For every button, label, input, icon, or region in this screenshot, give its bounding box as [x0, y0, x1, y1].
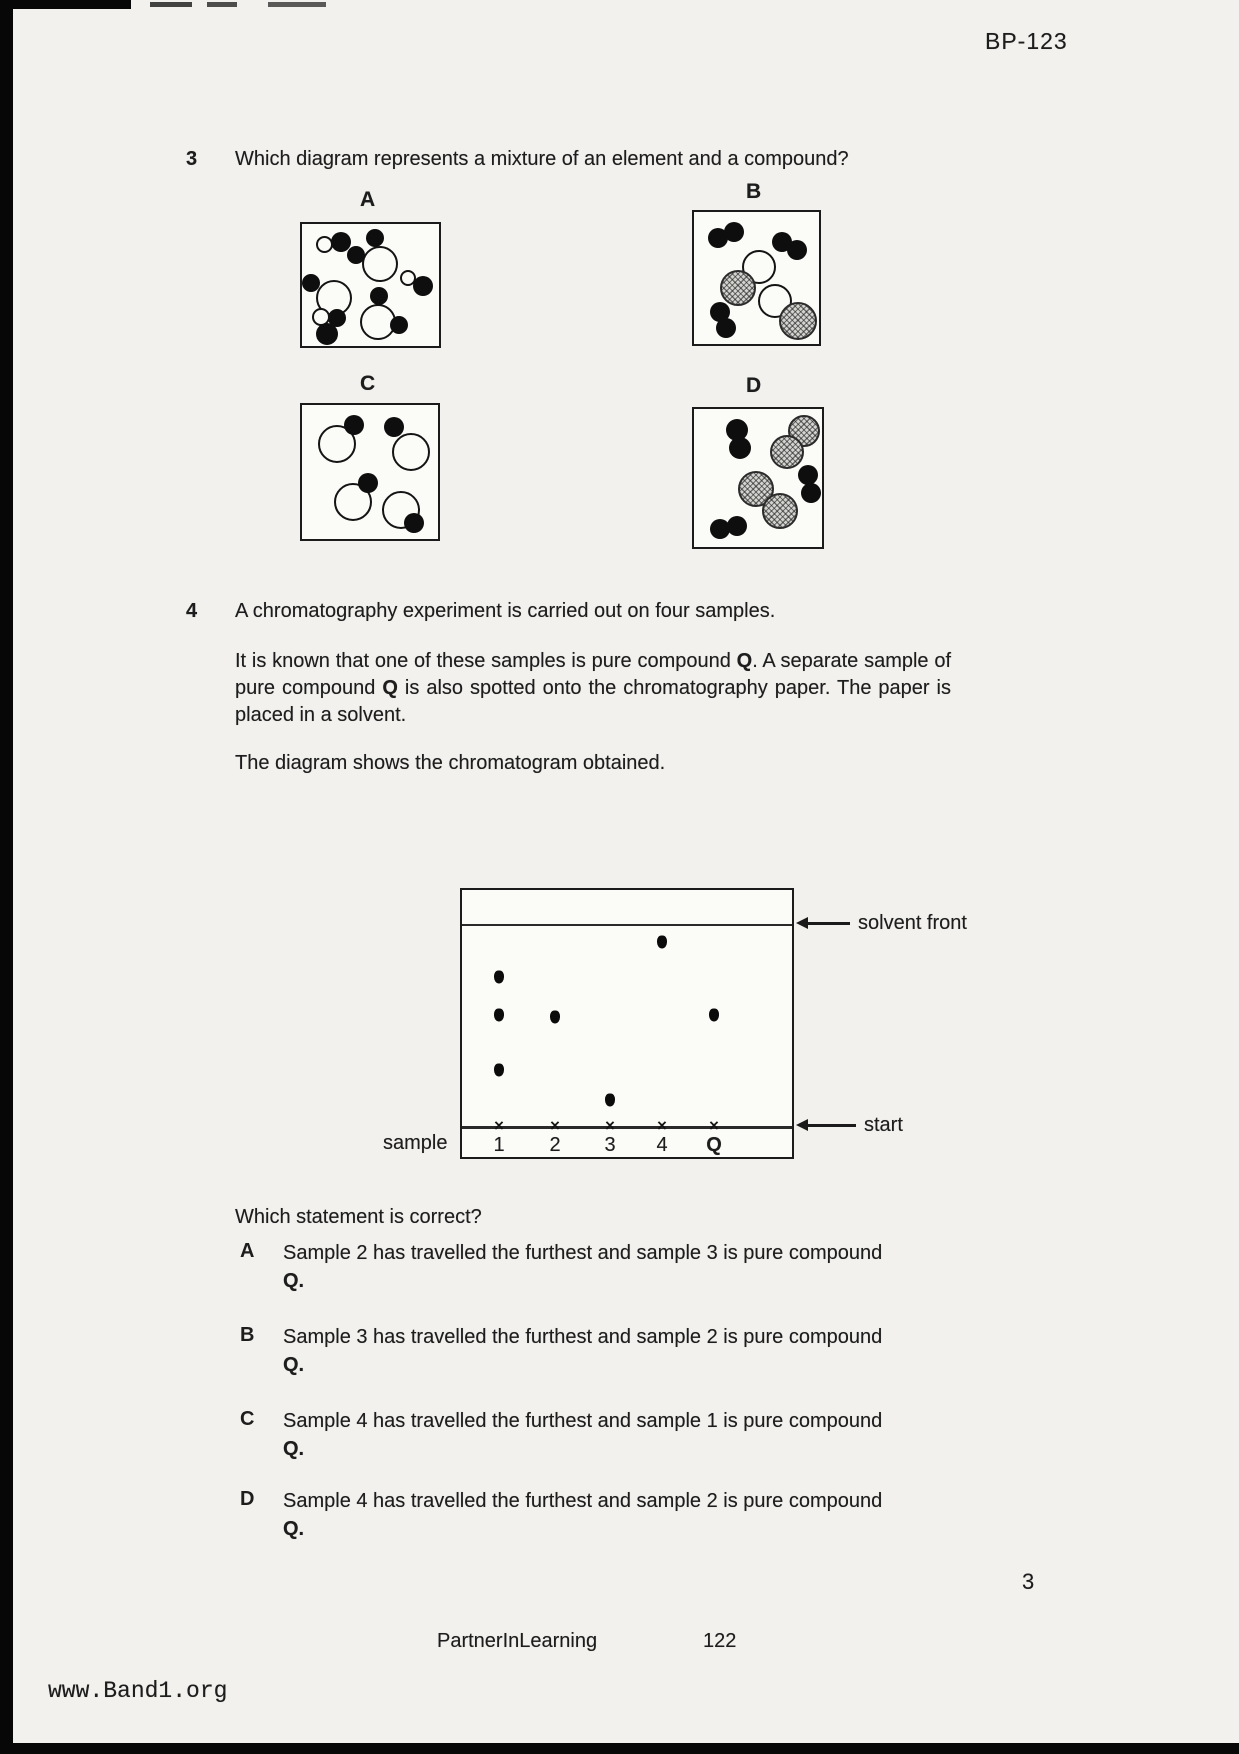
atom-black — [729, 437, 751, 459]
atom-black — [727, 516, 747, 536]
chromatogram-diagram — [460, 888, 794, 1159]
chromatogram-spot-lane-4 — [657, 936, 667, 949]
diagram-label-c: C — [360, 372, 376, 395]
option-text-d: Sample 4 has travelled the furthest and sample 2 is pure compound — [283, 1490, 883, 1512]
q3-number: 3 — [186, 148, 198, 170]
chromatogram-spot-lane-2 — [550, 1011, 560, 1024]
option-letter-d: D — [240, 1488, 255, 1510]
atom-black — [787, 240, 807, 260]
diagram-label-d: D — [746, 374, 762, 397]
scan-artifact-dash — [268, 2, 326, 7]
atom-black — [358, 473, 378, 493]
start-label: start — [864, 1114, 903, 1136]
atom-black — [384, 417, 404, 437]
q4-intro: A chromatography experiment is carried out on four samples. — [235, 600, 776, 622]
q4-number: 4 — [186, 600, 198, 622]
origin-x-mark-4: × — [657, 1116, 667, 1136]
scan-artifact-dash — [150, 2, 192, 7]
origin-x-mark-Q: × — [709, 1116, 719, 1136]
atom-hatched — [720, 270, 756, 306]
q4-paragraph: It is known that one of these samples is pure compound Q. A separate sample of pure compound Q is also spotted onto the chromatography paper. The paper is placed in a solvent. — [235, 650, 952, 726]
scan-artifact-dash — [207, 2, 237, 7]
atom-black — [344, 415, 364, 435]
option-text-a: Sample 2 has travelled the furthest and sample 3 is pure compound — [283, 1242, 883, 1264]
atom-black — [347, 246, 365, 264]
atom-white-large — [392, 433, 430, 471]
atom-black — [801, 483, 821, 503]
atom-black — [724, 222, 744, 242]
diagram-label-a: A — [360, 188, 376, 211]
origin-x-mark-3: × — [605, 1116, 615, 1136]
chromatogram-spot-lane-1 — [494, 1009, 504, 1022]
origin-x-mark-2: × — [550, 1116, 560, 1136]
sample-axis-label: sample — [383, 1132, 448, 1154]
page-number: 3 — [1022, 1569, 1035, 1594]
option-letter-a: A — [240, 1240, 255, 1262]
chromatogram-spot-lane-1 — [494, 971, 504, 984]
option-text-b: Sample 3 has travelled the furthest and sample 2 is pure compound — [283, 1326, 883, 1348]
atom-black — [404, 513, 424, 533]
option-text-d2: Q. — [283, 1518, 305, 1540]
chromatogram-spot-lane-3 — [605, 1094, 615, 1107]
doc-reference: BP-123 — [985, 28, 1068, 54]
scan-artifact-top-mark — [13, 0, 131, 9]
atom-black — [413, 276, 433, 296]
atom-black — [370, 287, 388, 305]
option-text-b2: Q. — [283, 1354, 305, 1376]
lane-label-Q: Q — [706, 1134, 722, 1156]
solvent-front-line — [462, 924, 792, 926]
atom-black — [316, 323, 338, 345]
atom-black — [798, 465, 818, 485]
diagram-box-b — [692, 210, 821, 346]
diagram-label-b: B — [746, 180, 762, 203]
option-text-c: Sample 4 has travelled the furthest and sample 1 is pure compound — [283, 1410, 883, 1432]
lane-label-3: 3 — [604, 1134, 616, 1156]
atom-white-large — [362, 246, 398, 282]
origin-x-mark-1: × — [494, 1116, 504, 1136]
option-text-a2: Q. — [283, 1270, 305, 1292]
solvent-front-arrow-line — [806, 922, 850, 925]
q4-which-statement: Which statement is correct? — [235, 1206, 482, 1228]
lane-label-4: 4 — [656, 1134, 668, 1156]
diagram-box-c — [300, 403, 440, 541]
atom-hatched — [779, 302, 817, 340]
atom-black — [716, 318, 736, 338]
diagram-box-d — [692, 407, 824, 549]
lane-label-2: 2 — [549, 1134, 561, 1156]
solvent-front-label: solvent front — [858, 912, 967, 934]
lane-label-1: 1 — [493, 1134, 505, 1156]
chromatogram-spot-lane-Q — [709, 1009, 719, 1022]
option-letter-c: C — [240, 1408, 255, 1430]
q4-caption: The diagram shows the chromatogram obtained. — [235, 752, 666, 774]
option-letter-b: B — [240, 1324, 255, 1346]
atom-black — [366, 229, 384, 247]
diagram-box-a — [300, 222, 441, 348]
footer-number: 122 — [703, 1630, 737, 1652]
scan-artifact-bottom-bar — [0, 1743, 1239, 1754]
chromatogram-spot-lane-1 — [494, 1064, 504, 1077]
start-arrow-line — [806, 1124, 856, 1127]
atom-black — [390, 316, 408, 334]
atom-black — [302, 274, 320, 292]
atom-hatched — [770, 435, 804, 469]
footer-website: www.Band1.org — [48, 1678, 228, 1704]
option-text-c2: Q. — [283, 1438, 305, 1460]
scan-artifact-left-bar — [0, 0, 13, 1754]
start-line — [462, 1126, 792, 1129]
atom-hatched — [762, 493, 798, 529]
footer-brand: PartnerInLearning — [437, 1630, 598, 1652]
q3-question: Which diagram represents a mixture of an element and a compound? — [235, 148, 849, 170]
